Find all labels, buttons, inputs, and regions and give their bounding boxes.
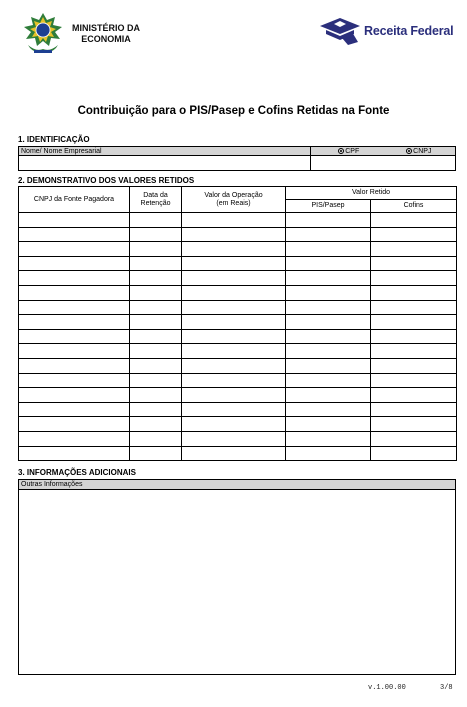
cpf-option[interactable] (313, 148, 359, 155)
cell-data[interactable] (130, 417, 182, 432)
agency-name: Receita Federal (364, 24, 454, 38)
table-row (19, 373, 457, 388)
header-cofins: Cofins (371, 200, 457, 213)
cell-valor[interactable] (182, 388, 286, 403)
cell-cofins[interactable] (371, 329, 457, 344)
cell-cofins[interactable] (371, 358, 457, 373)
ministry-name-line2: ECONOMIA (81, 34, 131, 44)
cell-pis[interactable] (286, 256, 371, 271)
cell-cnpj[interactable] (19, 431, 130, 446)
cell-pis[interactable] (286, 402, 371, 417)
cell-pis[interactable] (286, 315, 371, 330)
cell-cnpj[interactable] (19, 446, 130, 461)
cpf-label: CPF (345, 147, 360, 155)
table-row (19, 300, 457, 315)
cell-valor[interactable] (182, 329, 286, 344)
cell-pis[interactable] (286, 227, 371, 242)
cell-data[interactable] (130, 242, 182, 257)
ministry-name (72, 23, 140, 45)
table-row (19, 271, 457, 286)
header-valor-operacao (182, 187, 286, 213)
cell-data[interactable] (130, 315, 182, 330)
cpf-radio-icon[interactable] (338, 148, 344, 154)
document-type-label-cell (311, 147, 456, 156)
table-row (19, 446, 457, 461)
cell-data[interactable] (130, 344, 182, 359)
ministry-name-line1: MINISTÉRIO DA (72, 23, 141, 33)
cell-pis[interactable] (286, 388, 371, 403)
cnpj-option[interactable] (361, 148, 431, 155)
cell-data[interactable] (130, 373, 182, 388)
table-row (19, 256, 457, 271)
cell-data[interactable] (130, 358, 182, 373)
header-valor-line1: Valor da Operação (204, 191, 263, 199)
receita-federal-logo-icon (318, 16, 366, 46)
cell-cnpj[interactable] (19, 271, 130, 286)
cell-cnpj[interactable] (19, 227, 130, 242)
receita-federal-logo-block (318, 16, 453, 46)
cell-cofins[interactable] (371, 213, 457, 228)
table-row (19, 242, 457, 257)
cell-data[interactable] (130, 388, 182, 403)
identification-table (18, 146, 456, 171)
cell-cnpj[interactable] (19, 242, 130, 257)
cell-data[interactable] (130, 329, 182, 344)
cell-pis[interactable] (286, 431, 371, 446)
header-data-line2: Retenção (140, 199, 171, 207)
coat-of-arms-icon (22, 12, 64, 56)
cell-valor[interactable] (182, 358, 286, 373)
cell-cofins[interactable] (371, 271, 457, 286)
cell-cnpj[interactable] (19, 285, 130, 300)
table-row (19, 388, 457, 403)
cell-valor[interactable] (182, 417, 286, 432)
cell-cnpj[interactable] (19, 417, 130, 432)
other-info-textarea[interactable] (19, 490, 455, 674)
other-info-label: Outras Informações (19, 480, 455, 490)
header-pis-pasep: PIS/Pasep (286, 200, 371, 213)
table-row (19, 227, 457, 242)
cell-cofins[interactable] (371, 242, 457, 257)
cell-cnpj[interactable] (19, 300, 130, 315)
cell-pis[interactable] (286, 242, 371, 257)
document-number-field[interactable] (311, 156, 456, 171)
name-input-field[interactable] (19, 156, 311, 171)
header-data-retencao (130, 187, 182, 213)
section-demonstrativo-title: 2. DEMONSTRATIVO DOS VALORES RETIDOS (18, 176, 195, 185)
cell-valor[interactable] (182, 315, 286, 330)
cell-data[interactable] (130, 446, 182, 461)
header-valor-line2: (em Reais) (216, 199, 251, 207)
cell-cofins[interactable] (371, 402, 457, 417)
page-number: 3/8 (440, 684, 453, 692)
cell-pis[interactable] (286, 446, 371, 461)
table-row (19, 213, 457, 228)
cell-data[interactable] (130, 271, 182, 286)
cell-data[interactable] (130, 256, 182, 271)
cell-data[interactable] (130, 300, 182, 315)
cell-valor[interactable] (182, 373, 286, 388)
cell-cofins[interactable] (371, 256, 457, 271)
cell-data[interactable] (130, 402, 182, 417)
cell-valor[interactable] (182, 271, 286, 286)
cell-cofins[interactable] (371, 431, 457, 446)
section-informacoes-title: 3. INFORMAÇÕES ADICIONAIS (18, 468, 136, 477)
cell-data[interactable] (130, 285, 182, 300)
document-title: Contribuição para o PIS/Pasep e Cofins Retidas na Fonte (77, 105, 390, 117)
cell-pis[interactable] (286, 285, 371, 300)
cell-pis[interactable] (286, 344, 371, 359)
table-row (19, 402, 457, 417)
cell-valor[interactable] (182, 213, 286, 228)
cell-cnpj[interactable] (19, 358, 130, 373)
cell-pis[interactable] (286, 358, 371, 373)
cell-cnpj[interactable] (19, 213, 130, 228)
cell-cofins[interactable] (371, 373, 457, 388)
cell-cnpj[interactable] (19, 373, 130, 388)
additional-info-box (18, 479, 456, 675)
cell-pis[interactable] (286, 329, 371, 344)
header-cnpj-fonte: CNPJ da Fonte Pagadora (19, 187, 130, 213)
ministry-logo-block (22, 12, 140, 56)
cell-cofins[interactable] (371, 315, 457, 330)
cell-valor[interactable] (182, 431, 286, 446)
cell-cofins[interactable] (371, 446, 457, 461)
cell-valor[interactable] (182, 446, 286, 461)
cell-valor[interactable] (182, 300, 286, 315)
cell-cofins[interactable] (371, 417, 457, 432)
cell-cnpj[interactable] (19, 329, 130, 344)
cell-cofins[interactable] (371, 227, 457, 242)
cell-pis[interactable] (286, 373, 371, 388)
cell-cnpj[interactable] (19, 256, 130, 271)
cell-valor[interactable] (182, 242, 286, 257)
cell-pis[interactable] (286, 417, 371, 432)
cell-valor[interactable] (182, 227, 286, 242)
section-identificacao-title: 1. IDENTIFICAÇÃO (18, 135, 90, 144)
cell-cnpj[interactable] (19, 388, 130, 403)
cell-valor[interactable] (182, 285, 286, 300)
withheld-values-table (18, 186, 457, 461)
cell-data[interactable] (130, 213, 182, 228)
name-label: Nome/ Nome Empresarial (19, 147, 311, 156)
table-row (19, 344, 457, 359)
cell-cofins[interactable] (371, 388, 457, 403)
cell-valor[interactable] (182, 256, 286, 271)
header-data-line1: Data da (143, 191, 168, 199)
cell-valor[interactable] (182, 344, 286, 359)
cell-data[interactable] (130, 227, 182, 242)
cell-cnpj[interactable] (19, 402, 130, 417)
withheld-values-body (19, 213, 457, 461)
cnpj-label: CNPJ (413, 147, 432, 155)
cell-pis[interactable] (286, 300, 371, 315)
table-row (19, 358, 457, 373)
page-header (0, 0, 467, 70)
cell-cofins[interactable] (371, 344, 457, 359)
table-row (19, 329, 457, 344)
cell-cofins[interactable] (371, 300, 457, 315)
version-text: v.1.00.00 (368, 684, 406, 692)
cell-cnpj[interactable] (19, 344, 130, 359)
table-row (19, 315, 457, 330)
cell-pis[interactable] (286, 213, 371, 228)
cell-data[interactable] (130, 431, 182, 446)
header-valor-retido: Valor Retido (286, 187, 457, 200)
table-row (19, 431, 457, 446)
cell-cofins[interactable] (371, 285, 457, 300)
cell-valor[interactable] (182, 402, 286, 417)
table-row (19, 417, 457, 432)
cell-pis[interactable] (286, 271, 371, 286)
cell-cnpj[interactable] (19, 315, 130, 330)
cnpj-radio-icon[interactable] (406, 148, 412, 154)
table-row (19, 285, 457, 300)
